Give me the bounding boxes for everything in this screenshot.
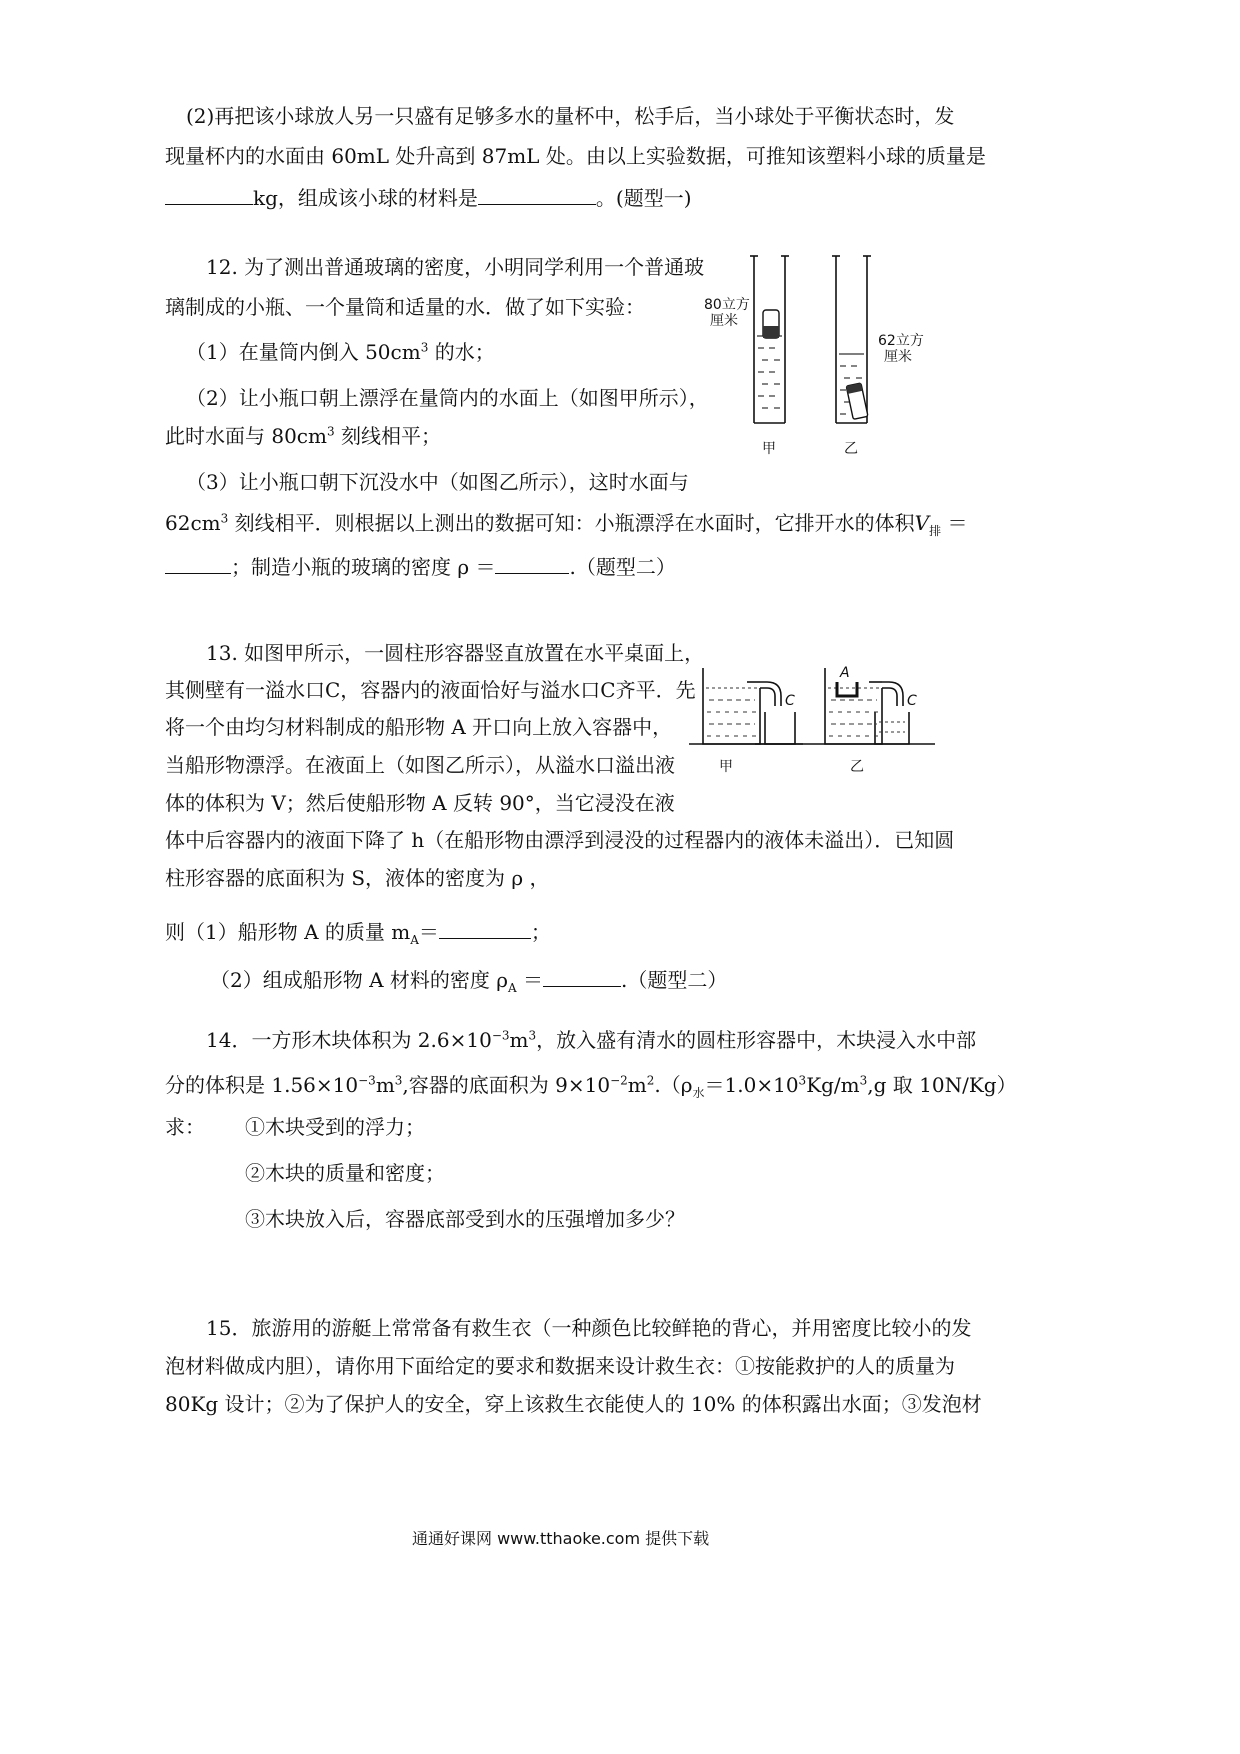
q13-line-5: 体的体积为 V；然后使船形物 A 反转 90°，当它浸没在液	[165, 791, 675, 815]
subscript: A	[410, 933, 419, 947]
q14-line-1	[206, 1030, 976, 1050]
q15-line-3: 80Kg 设计；②为了保护人的安全，穿上该救生衣能使人的 10% 的体积露出水面；③发泡材	[165, 1392, 982, 1416]
unit-kg-m: Kg/m	[806, 1073, 860, 1097]
answer-blank	[543, 968, 621, 987]
q12-step-3a: （3）让小瓶口朝下沉没水中（如图乙所示），这时水面与	[186, 470, 689, 494]
answer-blank	[495, 555, 569, 574]
q13-ask-1	[165, 920, 551, 947]
q14-density-value: ＝1.0×10	[704, 1073, 799, 1097]
q12-step-1-text: （1）在量筒内倒入 50cm	[186, 340, 421, 364]
equals-sign: ＝	[418, 920, 439, 944]
q14-ask-1: ①木块受到的浮力；	[245, 1115, 425, 1139]
semicolon: ；	[530, 920, 551, 944]
subscript: A	[508, 981, 517, 995]
volume-symbol: V	[914, 511, 930, 535]
superscript: 3	[220, 511, 229, 526]
superscript: 3	[326, 424, 335, 439]
q13-ask-1-text: 则（1）船形物 A 的质量 m	[165, 920, 411, 944]
q12-step-2b	[165, 426, 441, 446]
q14-line-2-c: ,容器的底面积为 9×10	[402, 1073, 611, 1097]
q11-line-1: (2)再把该小球放人另一只盛有足够多水的量杯中，松手后，当小球处于平衡状态时，发	[186, 104, 955, 128]
page-footer: 通通好课网 www.tthaoke.com 提供下载	[412, 1529, 710, 1548]
superscript: 3	[394, 1073, 403, 1088]
rho-symbol: .（ρ	[654, 1073, 693, 1097]
superscript: 3	[528, 1028, 537, 1043]
q12-right-label-2: 厘米	[884, 349, 912, 365]
q12-step-3b-text: 62cm	[165, 511, 221, 535]
q14-ask-3: ③木块放入后，容器底部受到水的压强增加多少？	[245, 1207, 685, 1231]
q12-figure	[700, 248, 940, 468]
q12-step-2b-text: 此时水面与 80cm	[165, 424, 327, 448]
answer-blank	[165, 186, 253, 205]
q14-line-2-a: 分的体积是 1.56×10	[165, 1073, 359, 1097]
q14-line-1-a: 14．一方形木块体积为 2.6×10	[206, 1028, 492, 1052]
q12-left-label-1: 80立方	[704, 297, 750, 313]
superscript: 3	[798, 1073, 807, 1088]
equals-sign: ＝	[516, 968, 544, 992]
superscript: −3	[491, 1028, 510, 1043]
unit-m: m	[375, 1073, 395, 1097]
q13-line-6: 体中后容器内的液面下降了 h（在船形物由漂浮到浸没的过程器内的液体未溢出）．已知圆	[165, 828, 955, 852]
q12-step-1	[186, 342, 495, 362]
q12-end-text: .（题型二）	[569, 555, 676, 579]
q13-caption-left: 甲	[719, 759, 733, 775]
q14-line-2	[165, 1073, 1017, 1100]
superscript: −3	[358, 1073, 376, 1088]
q13-label-a: A	[840, 665, 850, 681]
q13-caption-right: 乙	[850, 759, 864, 775]
q13-ask-2	[210, 968, 728, 995]
q14-g-value: ,g 取 10N/Kg）	[867, 1073, 1017, 1097]
q12-step-3c	[165, 555, 676, 577]
q12-caption-left: 甲	[762, 441, 776, 457]
q15-line-2: 泡材料做成内胆），请你用下面给定的要求和数据来设计救生衣：①按能救护的人的质量为	[165, 1354, 955, 1378]
superscript: 3	[420, 340, 429, 355]
q12-density-text: ；制造小瓶的玻璃的密度 ρ ＝	[231, 555, 496, 579]
q13-line-1: 13. 如图甲所示，一圆柱形容器竖直放置在水平桌面上，	[206, 641, 705, 665]
answer-blank	[478, 186, 596, 205]
subscript: 水	[692, 1086, 705, 1100]
answer-blank	[439, 920, 531, 939]
equals-sign: ＝	[941, 511, 968, 535]
q14-ask-2: ②木块的质量和密度；	[245, 1161, 445, 1185]
q15-line-1: 15．旅游用的游艇上常常备有救生衣（一种颜色比较鲜艳的背心，并用密度比较小的发	[206, 1316, 972, 1340]
q12-step-2b-tail: 刻线相平；	[334, 424, 441, 448]
q11-line-2: 现量杯内的水面由 60mL 处升高到 87mL 处。由以上实验数据，可推知该塑料小球的质量是	[165, 144, 986, 168]
q14-line-1-c: ，放入盛有清水的圆柱形容器中，木块浸入水中部	[536, 1028, 977, 1052]
q12-step-2a: （2）让小瓶口朝上漂浮在量筒内的水面上（如图甲所示），	[186, 386, 709, 410]
q12-left-label-2: 厘米	[710, 313, 738, 329]
q13-line-3: 将一个由均匀材料制成的船形物 A 开口向上放入容器中，	[165, 715, 673, 739]
q13-end-text: .（题型二）	[621, 968, 728, 992]
unit-m: m	[509, 1028, 529, 1052]
superscript: 2	[646, 1073, 655, 1088]
q13-ask-2-text: （2）组成船形物 A 材料的密度 ρ	[210, 968, 508, 992]
subscript: 排	[929, 524, 942, 538]
q11-unit-text: kg，组成该小球的材料是	[253, 186, 478, 210]
q13-label-c-left: C	[785, 693, 795, 709]
q13-line-4: 当船形物漂浮。在液面上（如图乙所示），从溢水口溢出液	[165, 753, 675, 777]
q12-right-label-1: 62立方	[878, 333, 924, 349]
q11-end-text: 。(题型一)	[595, 186, 692, 210]
q13-figure	[685, 660, 940, 800]
unit-m: m	[627, 1073, 647, 1097]
answer-blank	[165, 555, 231, 574]
q12-step-3b	[165, 511, 968, 538]
q11-line-3	[165, 186, 692, 208]
q12-intro-1: 12. 为了测出普通玻璃的密度，小明同学利用一个普通玻	[206, 255, 705, 279]
q13-label-c-right: C	[907, 693, 917, 709]
q12-intro-2: 璃制成的小瓶、一个量筒和适量的水．做了如下实验：	[165, 295, 645, 319]
q14-ask-label: 求：	[165, 1115, 205, 1139]
q13-line-2: 其侧壁有一溢水口C，容器内的液面恰好与溢水口C齐平．先	[165, 678, 696, 702]
q12-step-1-tail: 的水；	[428, 340, 495, 364]
q13-line-7: 柱形容器的底面积为 S，液体的密度为 ρ ，	[165, 866, 550, 890]
q12-caption-right: 乙	[844, 441, 858, 457]
superscript: −2	[610, 1073, 628, 1088]
q12-step-3b-mid: 刻线相平．则根据以上测出的数据可知：小瓶漂浮在水面时，它排开水的体积	[228, 511, 915, 535]
superscript: 3	[859, 1073, 868, 1088]
